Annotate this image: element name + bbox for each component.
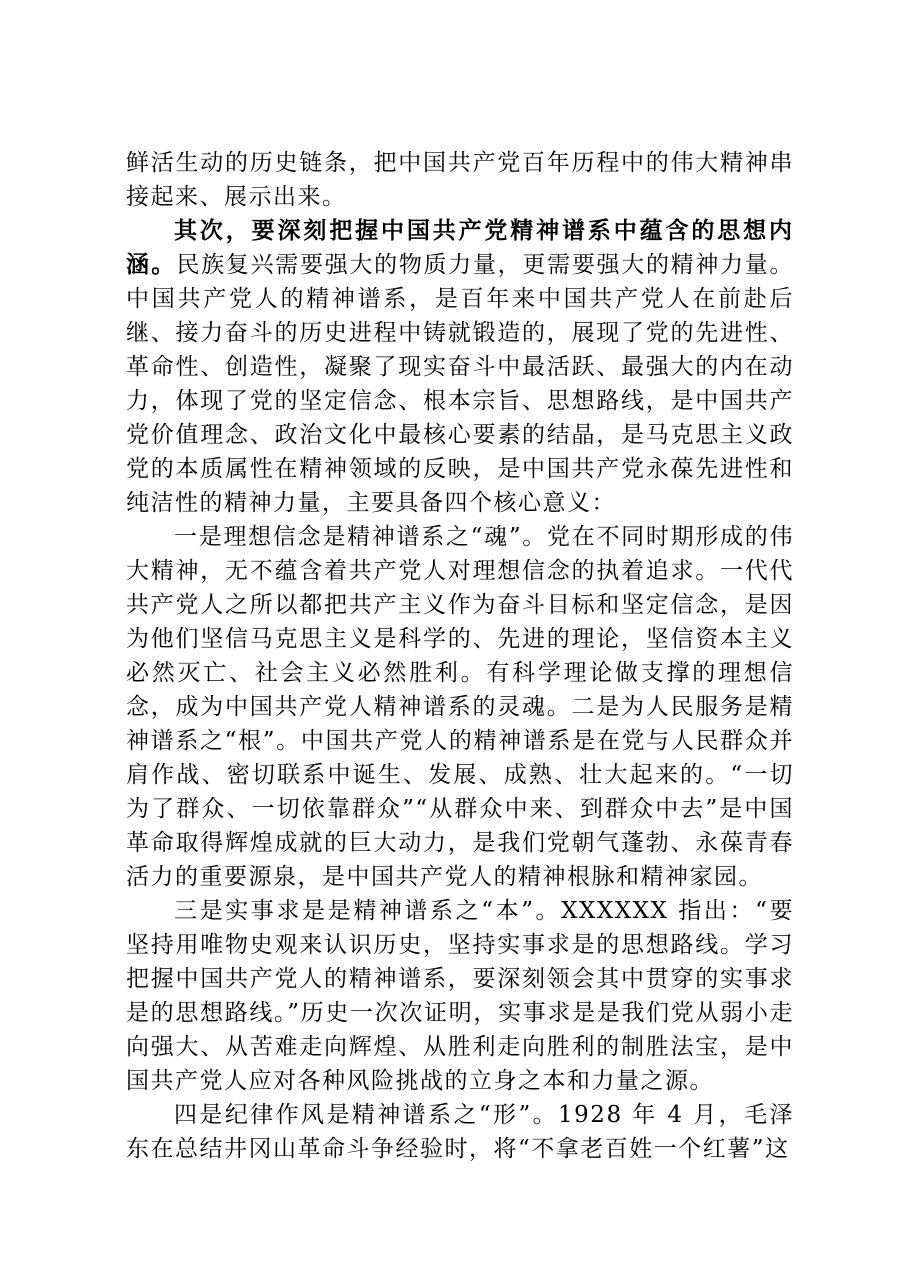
paragraph-bold-lead: 其次，要深刻把握中国共产党精神谱系中蕴含的思想内涵。	[126, 217, 794, 278]
document-body	[126, 146, 794, 1166]
paragraph-text: 鲜活生动的历史链条，把中国共产党百年历程中的伟大精神串接起来、展示出来。	[126, 150, 794, 210]
paragraph-1	[126, 146, 794, 214]
paragraph-text: 三是实事求是是精神谱系之“本”。XXXXXX 指出：“要坚持用唯物史观来认识历史，坚持实事求是的思想路线。学习把握中国共产党人的精神谱系，要深刻领会其中贯穿的实事求是的思想路线。”历史一次次证明，实事求是是我们党从弱小走向强大、从苦难走向辉煌、从胜利走向胜利的制胜法宝，是中国共产党人应对各种风险挑战的立身之本和力量之源。	[126, 898, 794, 1094]
paragraph-text: 民族复兴需要强大的物质力量，更需要强大的精神力量。中国共产党人的精神谱系，是百年来中国共产党人在前赴后继、接力奋斗的历史进程中铸就锻造的，展现了党的先进性、革命性、创造性，凝聚了现实奋斗中最活跃、最强大的内在动力，体现了党的坚定信念、根本宗旨、思想路线，是中国共产党价值理念、政治文化中最核心要素的结晶，是马克思主义政党的本质属性在精神领域的反映，是中国共产党永葆先进性和纯洁性的精神力量，主要具备四个核心意义：	[126, 252, 795, 516]
paragraph-text: 一是理想信念是精神谱系之“魂”。党在不同时期形成的伟大精神，无不蕴含着共产党人对理想信念的执着追求。一代代共产党人之所以都把共产主义作为奋斗目标和坚定信念，是因为他们坚信马克思主义是科学的、先进的理论，坚信资本主义必然灭亡、社会主义必然胜利。有科学理论做支撑的理想信念，成为中国共产党人精神谱系的灵魂。二是为人民服务是精神谱系之“根”。中国共产党人的精神谱系是在党与人民群众并肩作战、密切联系中诞生、发展、成熟、壮大起来的。“一切为了群众、一切依靠群众”“从群众中来、到群众中去”是中国革命取得辉煌成就的巨大动力，是我们党朝气蓬勃、永葆青春活力的重要源泉，是中国共产党人的精神根脉和精神家园。	[126, 524, 794, 890]
paragraph-text: 四是纪律作风是精神谱系之“形”。1928 年 4 月，毛泽东在总结井冈山革命斗争经验时，将“不拿老百姓一个红薯”这	[126, 1102, 794, 1162]
paragraph-4	[126, 894, 794, 1098]
paragraph-3	[126, 520, 794, 894]
paragraph-5	[126, 1098, 794, 1166]
paragraph-2	[126, 214, 794, 520]
